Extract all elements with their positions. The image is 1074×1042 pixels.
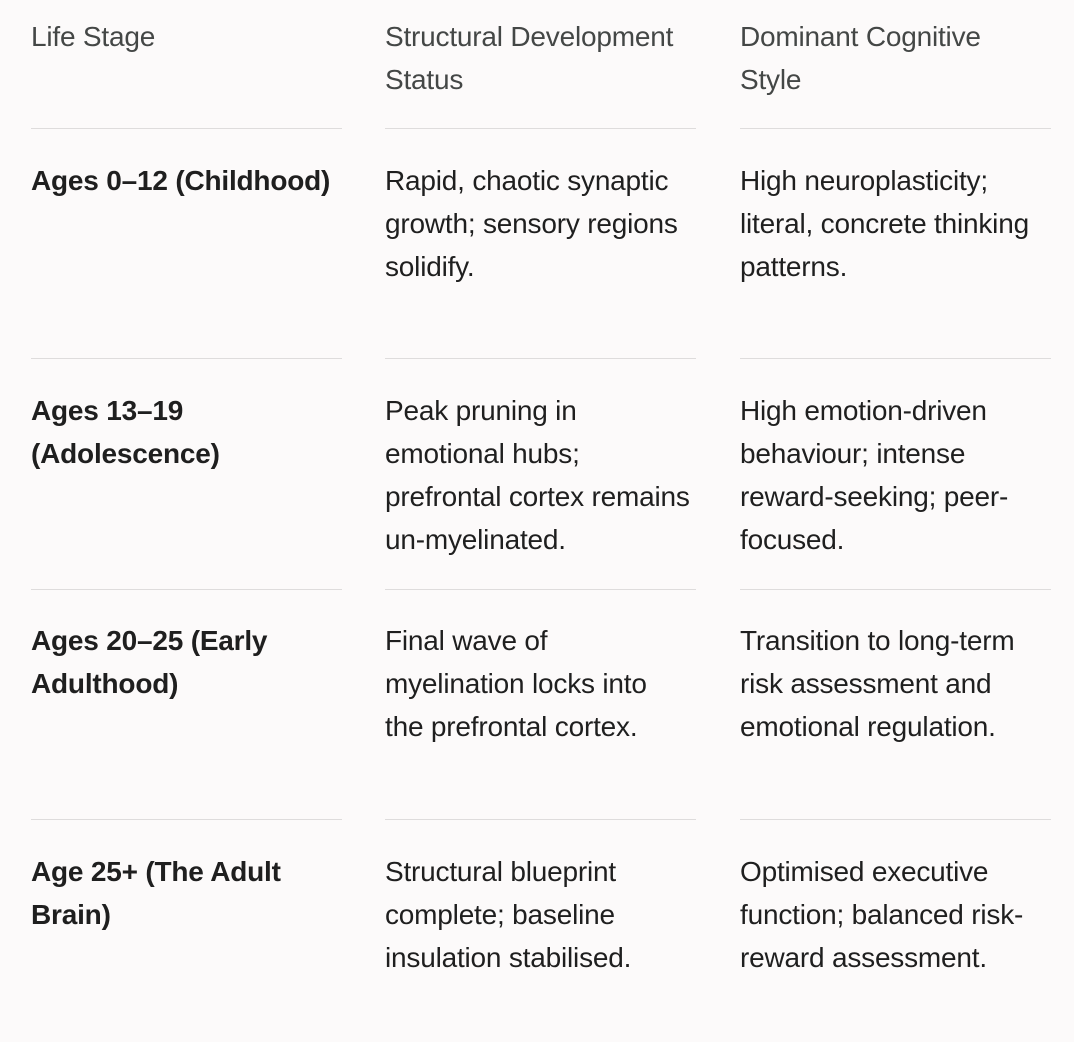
header-divider (385, 128, 696, 129)
row-life-stage: Ages 20–25 (Early Adulthood) (31, 625, 268, 699)
row-divider (31, 819, 342, 820)
row-development-status: Peak pruning in emotional hubs; prefrontal cortex remains un-myelinated. (385, 395, 690, 555)
header-life-stage: Life Stage (31, 21, 156, 52)
header-structural-development-status: Structural Development Status (385, 21, 674, 95)
header-divider (740, 128, 1051, 129)
row-cognitive-style: High neuroplasticity; literal, concrete thinking patterns. (740, 165, 1029, 282)
row-development-status: Structural blueprint complete; baseline insulation stabilised. (385, 856, 632, 973)
row-life-stage: Ages 13–19 (Adolescence) (31, 395, 220, 469)
row-divider (740, 589, 1051, 590)
row-divider (31, 589, 342, 590)
row-cognitive-style: High emotion-driven behaviour; intense reward-seeking; peer-focused. (740, 395, 1009, 555)
row-development-status: Rapid, chaotic synaptic growth; sensory regions solidify. (385, 165, 678, 282)
row-divider (740, 819, 1051, 820)
row-divider (385, 589, 696, 590)
header-dominant-cognitive-style: Dominant Cognitive Style (740, 21, 981, 95)
row-divider (385, 819, 696, 820)
row-life-stage: Ages 0–12 (Childhood) (31, 165, 331, 196)
row-cognitive-style: Optimised executive function; balanced risk-reward assessment. (740, 856, 1024, 973)
row-life-stage: Age 25+ (The Adult Brain) (31, 856, 281, 930)
row-divider (740, 358, 1051, 359)
row-divider (385, 358, 696, 359)
row-divider (31, 358, 342, 359)
header-divider (31, 128, 342, 129)
row-cognitive-style: Transition to long-term risk assessment and emotional regulation. (740, 625, 1015, 742)
row-development-status: Final wave of myelination locks into the prefrontal cortex. (385, 625, 647, 742)
